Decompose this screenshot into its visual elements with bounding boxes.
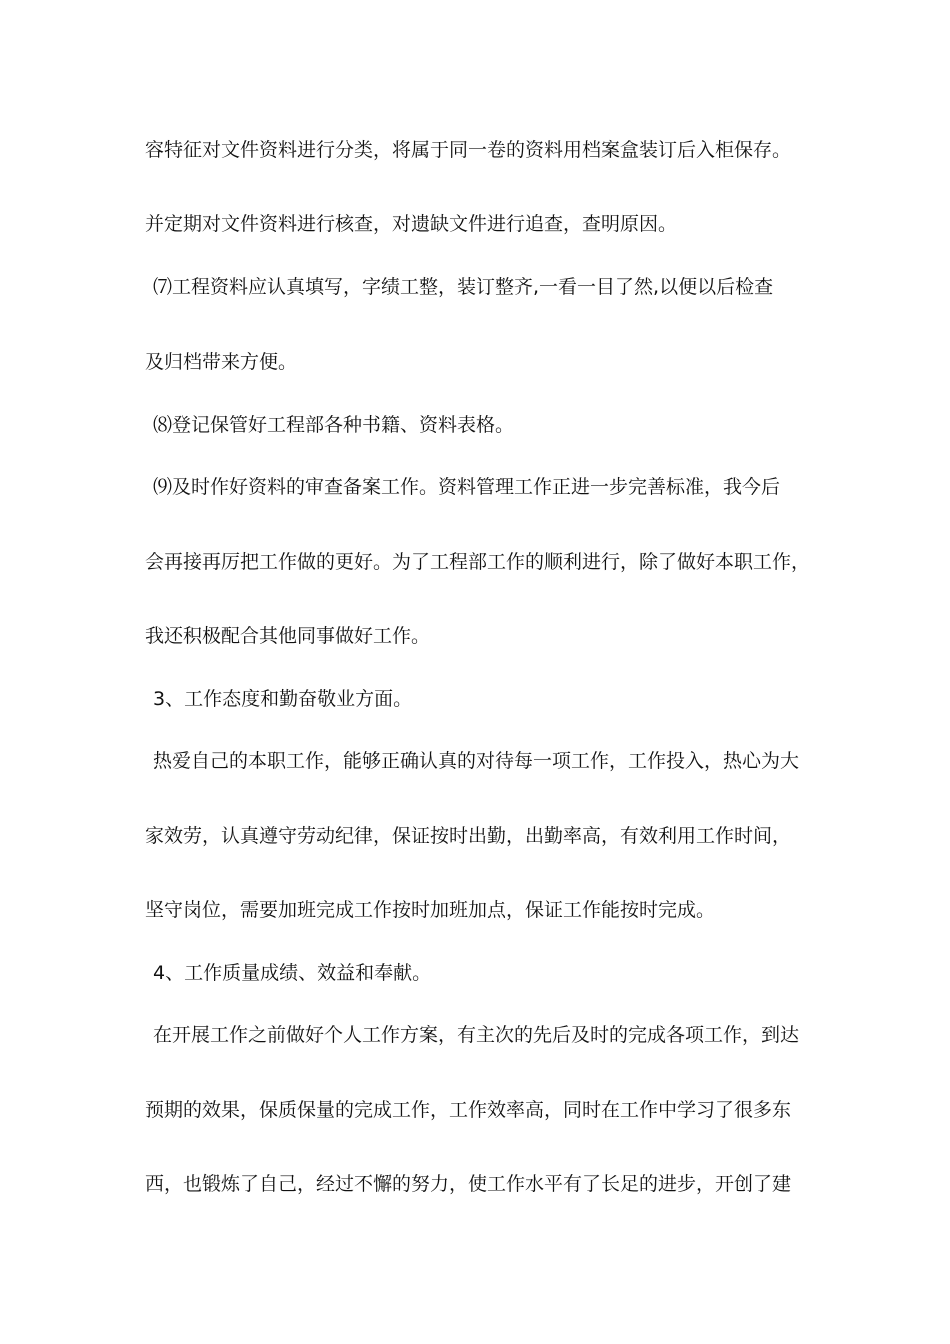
text-line: 会再接再厉把工作做的更好。为了工程部工作的顺利进行，除了做好本职工作， — [145, 551, 811, 573]
text-line: 西，也锻炼了自己，经过不懈的努力，使工作水平有了长足的进步，开创了建 — [145, 1173, 792, 1195]
text-line: 预期的效果，保质保量的完成工作，工作效率高，同时在工作中学习了很多东 — [145, 1099, 792, 1121]
text-line: 容特征对文件资料进行分类，将属于同一卷的资料用档案盒装订后入柜保存。 — [145, 139, 792, 161]
text-line: 家效劳，认真遵守劳动纪律，保证按时出勤，出勤率高，有效利用工作时间， — [145, 825, 792, 847]
section-heading: 4、工作质量成绩、效益和奉献。 — [153, 962, 432, 984]
text-line: ⑺工程资料应认真填写，字绩工整，装订整齐,一看一目了然,以便以后检查 — [153, 276, 774, 298]
text-line: 并定期对文件资料进行核查，对遗缺文件进行追查，查明原因。 — [145, 213, 678, 235]
section-heading: 3、工作态度和勤奋敬业方面。 — [153, 688, 413, 710]
text-line: 我还积极配合其他同事做好工作。 — [145, 625, 431, 647]
text-line: 热爱自己的本职工作，能够正确认真的对待每一项工作，工作投入，热心为大 — [153, 750, 800, 772]
text-line: ⑻登记保管好工程部各种书籍、资料表格。 — [153, 414, 515, 436]
text-line: 坚守岗位，需要加班完成工作按时加班加点，保证工作能按时完成。 — [145, 899, 716, 921]
text-line: ⑼及时作好资料的审查备案工作。资料管理工作正进一步完善标准，我今后 — [153, 476, 781, 498]
text-line: 及归档带来方便。 — [145, 351, 298, 373]
text-line: 在开展工作之前做好个人工作方案，有主次的先后及时的完成各项工作，到达 — [153, 1024, 800, 1046]
